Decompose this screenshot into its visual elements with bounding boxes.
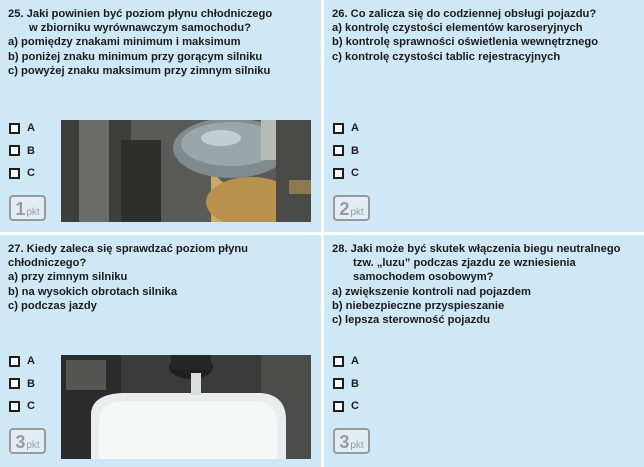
points-number: 1: [15, 199, 26, 219]
question-text: [8, 7, 315, 78]
question-title-line: tzw. „luzu” podczas zjazdu ze wzniesienia: [353, 257, 576, 270]
option-c[interactable]: [9, 395, 35, 418]
checkbox[interactable]: [333, 123, 344, 134]
option-label: C: [351, 400, 359, 413]
points-badge: [333, 195, 370, 221]
answer-options: [9, 350, 35, 418]
answer-b: b) kontrolę sprawności oświetlenia wewnętrznego: [332, 36, 599, 49]
option-c[interactable]: [333, 395, 359, 418]
option-label: A: [27, 355, 35, 368]
checkbox[interactable]: [9, 378, 20, 389]
question-title-line: 28. Jaki może być skutek włączenia biegu neutralnego: [332, 243, 621, 255]
coolant-reservoir-cap-photo: [61, 120, 311, 222]
answer-a: a) pomiędzy znakami minimum i maksimum: [8, 36, 241, 49]
checkbox[interactable]: [9, 145, 20, 156]
checkbox[interactable]: [333, 378, 344, 389]
question-title: [8, 7, 315, 35]
answer-c: c) kontrolę czystości tablic rejestracyjnych: [332, 50, 561, 63]
checkbox[interactable]: [333, 145, 344, 156]
answer-b: b) na wysokich obrotach silnika: [8, 285, 178, 298]
option-a[interactable]: [333, 117, 359, 140]
points-unit: pkt: [350, 440, 364, 451]
question-text: [332, 242, 638, 327]
option-label: A: [27, 122, 35, 135]
points-badge: [9, 195, 46, 221]
option-label: C: [351, 167, 359, 180]
option-label: B: [351, 144, 359, 157]
question-card-27: [0, 235, 321, 467]
answer-options: [333, 350, 359, 418]
checkbox[interactable]: [9, 401, 20, 412]
answer-c: c) powyżej znaku maksimum przy zimnym silniku: [8, 64, 271, 77]
option-b[interactable]: [333, 140, 359, 163]
checkbox[interactable]: [333, 401, 344, 412]
coolant-reservoir-photo: [61, 355, 311, 459]
option-label: B: [27, 377, 35, 390]
option-c[interactable]: [333, 162, 359, 185]
answer-b: b) poniżej znaku minimum przy gorącym silniku: [8, 50, 263, 63]
checkbox[interactable]: [9, 356, 20, 367]
option-b[interactable]: [333, 373, 359, 396]
answer-a: a) zwiększenie kontroli nad pojazdem: [332, 285, 531, 298]
points-number: 2: [339, 199, 350, 219]
option-label: A: [351, 122, 359, 135]
points-number: 3: [15, 432, 26, 452]
answer-c: c) podczas jazdy: [8, 299, 97, 312]
points-unit: pkt: [26, 207, 40, 218]
answer-a: a) przy zimnym silniku: [8, 271, 128, 284]
question-title-line: 25. Jaki powinien być poziom płynu chłodniczego: [8, 8, 273, 20]
option-label: A: [351, 355, 359, 368]
points-number: 3: [339, 432, 350, 452]
option-a[interactable]: [9, 350, 35, 373]
option-a[interactable]: [9, 117, 35, 140]
question-text: [332, 7, 638, 64]
horizontal-divider: [0, 232, 644, 235]
option-c[interactable]: [9, 162, 35, 185]
option-label: C: [27, 400, 35, 413]
answer-options: [333, 117, 359, 185]
option-label: B: [351, 377, 359, 390]
checkbox[interactable]: [9, 168, 20, 179]
option-b[interactable]: [9, 373, 35, 396]
points-badge: [9, 428, 46, 454]
points-unit: pkt: [350, 207, 364, 218]
question-text: [8, 242, 315, 313]
question-title-line: w zbiorniku wyrównawczym samochodu?: [29, 22, 251, 35]
answer-c: c) lepsza sterowność pojazdu: [332, 314, 490, 327]
question-card-25: [0, 0, 321, 232]
option-b[interactable]: [9, 140, 35, 163]
question-title: 26. Co zalicza się do codziennej obsługi pojazdu?: [332, 8, 597, 20]
checkbox[interactable]: [9, 123, 20, 134]
checkbox[interactable]: [333, 168, 344, 179]
points-unit: pkt: [26, 440, 40, 451]
question-title-line: samochodem osobowym?: [353, 271, 494, 284]
question-title: 27. Kiedy zaleca się sprawdzać poziom płynu chłodniczego?: [8, 243, 248, 270]
question-card-28: [324, 235, 644, 467]
points-badge: [333, 428, 370, 454]
question-title: [332, 242, 638, 285]
checkbox[interactable]: [333, 356, 344, 367]
answer-a: a) kontrolę czystości elementów karoseryjnych: [332, 22, 583, 35]
answer-options: [9, 117, 35, 185]
answer-b: b) niebezpieczne przyspieszanie: [332, 299, 505, 312]
option-label: B: [27, 144, 35, 157]
question-card-26: [324, 0, 644, 232]
option-label: C: [27, 167, 35, 180]
option-a[interactable]: [333, 350, 359, 373]
